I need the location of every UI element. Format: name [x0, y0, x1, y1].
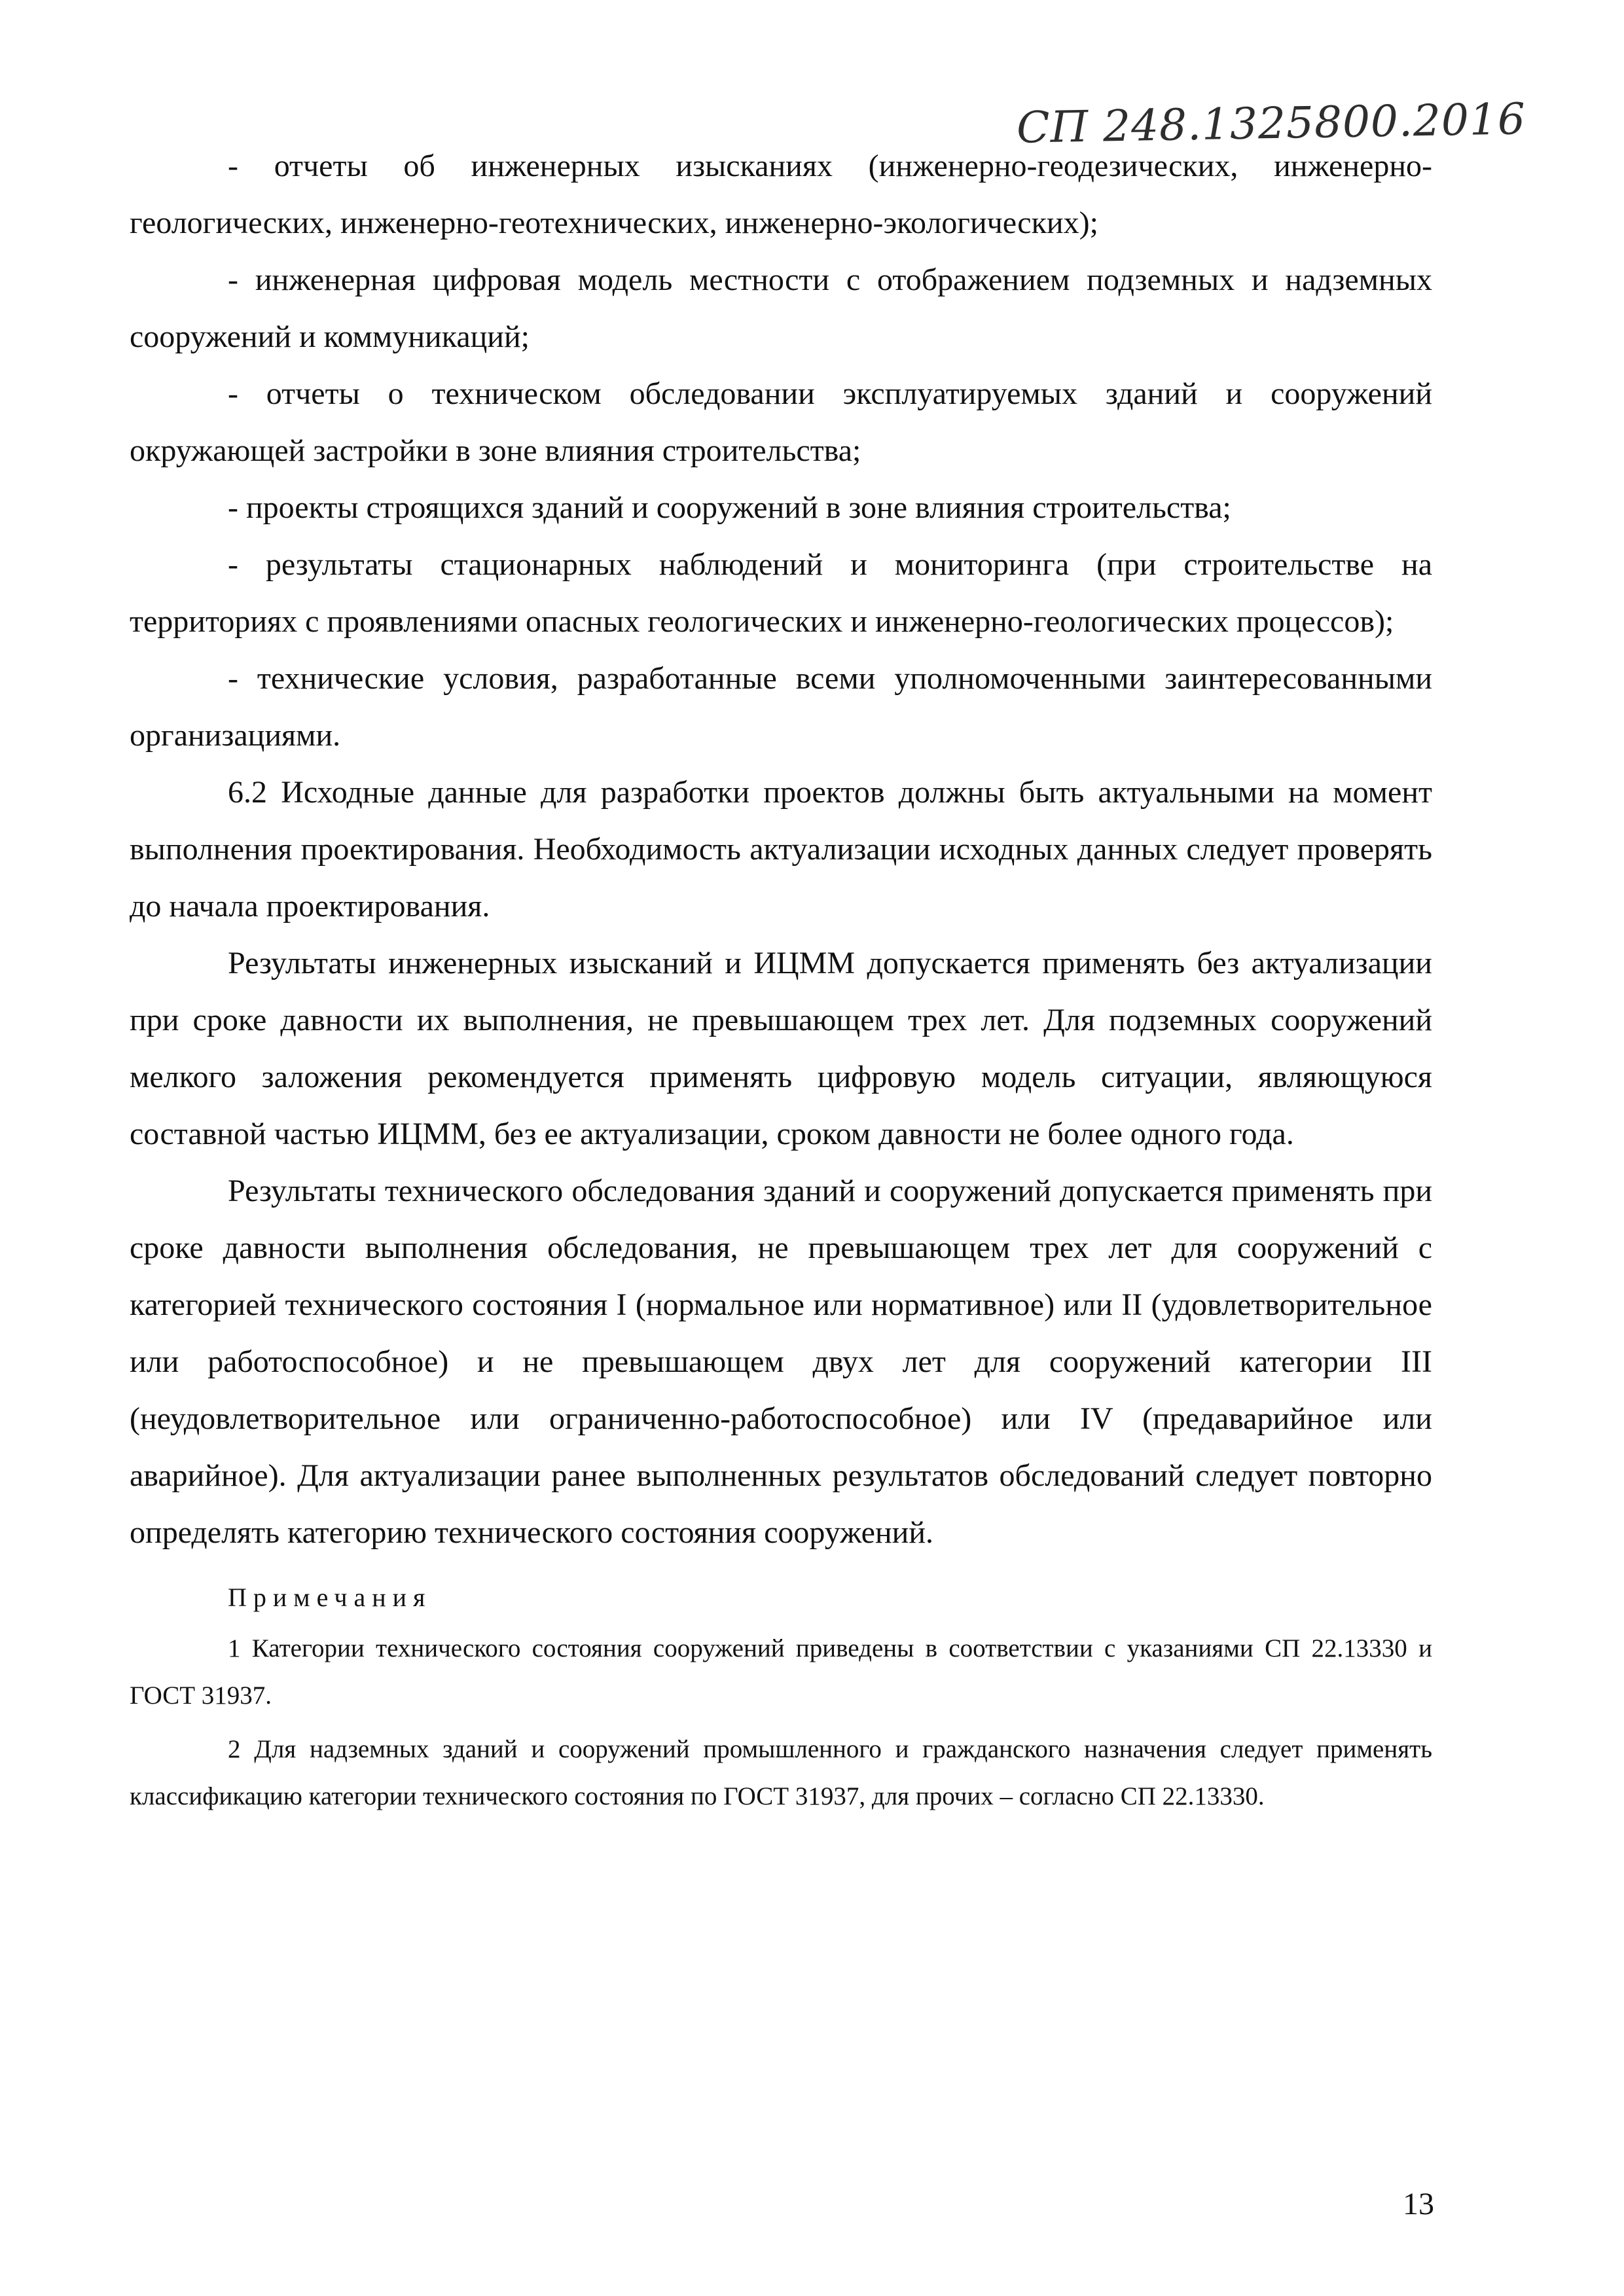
note-item-1: 1 Категории технического состояния сооружений приведены в соответствии с указаниями СП 22.13330 и ГОСТ 31937. [130, 1634, 1432, 1710]
list-item-projects-under-construction: - проекты строящихся зданий и сооружений в зоне влияния строительства; [228, 490, 1231, 525]
list-item-digital-terrain-model: - инженерная цифровая модель местности с отображением подземных и надземных сооружений и коммуникаций; [130, 262, 1432, 354]
survey-results-paragraph: Результаты инженерных изысканий и ИЦММ допускается применять без актуализации при сроке давности их выполнения, не превышающем трех лет. Для подземных сооружений мелкого заложения рекомендуется применять цифровую модель ситуации, являющуюся составной частью ИЦММ, без ее актуализации, сроком давности не более одного года. [130, 946, 1432, 1151]
section-6-2-paragraph: 6.2 Исходные данные для разработки проектов должны быть актуальными на момент выполнения проектирования. Необходимость актуализации исходных данных следует проверять до начала проектирования. [130, 775, 1432, 924]
list-item-monitoring-results: - результаты стационарных наблюдений и мониторинга (при строительстве на территориях с проявлениями опасных геологических и инженерно-геологических процессов); [130, 547, 1432, 639]
list-item-survey-reports: - отчеты об инженерных изысканиях (инженерно-геодезических, инженерно-геологических, инженерно-геотехнических, инженерно-экологических); [130, 149, 1432, 240]
notes-heading: Примечания [228, 1583, 432, 1612]
document-code-handwritten: СП 248.1325800.2016 [1016, 94, 1526, 153]
note-item-2: 2 Для надземных зданий и сооружений промышленного и гражданского назначения следует применять классификацию категории технического состояния по ГОСТ 31937, для прочих – согласно СП 22.13330. [130, 1735, 1432, 1810]
document-body [130, 137, 1432, 1827]
inspection-results-paragraph: Результаты технического обследования зданий и сооружений допускается применять при сроке давности выполнения обследования, не превышающем трех лет для сооружений с категорией технического состояния I (нормальное или нормативное) или II (удовлетворительное или работоспособное) и не превышающем двух лет для сооружений категории III (неудовлетворительное или ограниченно-работоспособное) или IV (предаварийное или аварийное). Для актуализации ранее выполненных результатов обследований следует повторно определять категорию технического состояния сооружений. [130, 1174, 1432, 1550]
page-number: 13 [1403, 2187, 1434, 2221]
list-item-technical-conditions: - технические условия, разработанные всеми уполномоченными заинтересованными организациями. [130, 661, 1432, 753]
list-item-inspection-reports: - отчеты о техническом обследовании эксплуатируемых зданий и сооружений окружающей застройки в зоне влияния строительства; [130, 376, 1432, 468]
